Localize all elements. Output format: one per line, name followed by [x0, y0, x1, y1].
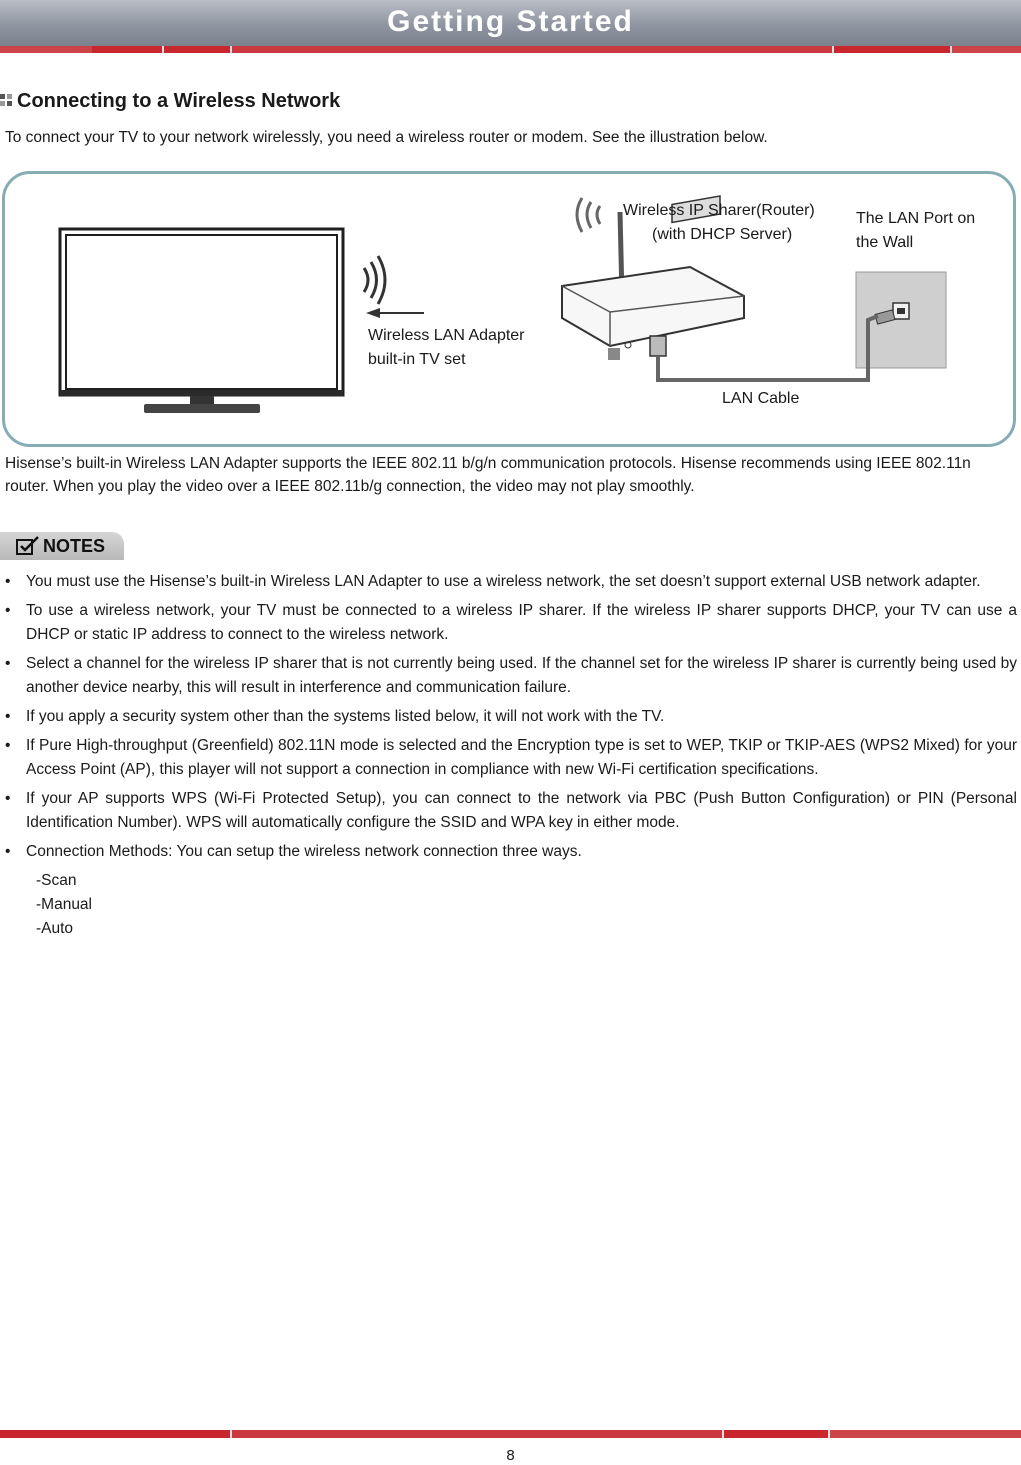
bullet: •: [5, 708, 11, 725]
bullet: •: [5, 790, 11, 807]
adapter-label-line2: built-in TV set: [368, 351, 466, 368]
list-item: [5, 652, 1017, 700]
header-title: Getting Started: [387, 5, 634, 38]
method-manual: -Manual: [36, 896, 92, 913]
list-item: [5, 787, 1017, 835]
router-label-line2: (with DHCP Server): [652, 226, 793, 243]
notes-checkbox-icon: [16, 536, 40, 556]
wall-label-line2: the Wall: [856, 234, 914, 251]
bullet: •: [5, 573, 11, 590]
note-text: If Pure High-throughput (Greenfield) 802.11N mode is selected and the Encryption type is set to WEP, TKIP or TKIP-AES (WPS2 Mixed) for your Access Point (AP), this player will not support a connection in compliance with new Wi-Fi certification specifications.: [26, 737, 1017, 778]
section-title-text: Connecting to a Wireless Network: [17, 90, 341, 112]
list-item: [5, 705, 1017, 729]
notes-list: [5, 570, 1017, 941]
tv-illustration: [60, 229, 343, 413]
footer-band-segment: [724, 1430, 828, 1438]
tv-wifi-waves-icon: [364, 256, 385, 304]
note-text: Select a channel for the wireless IP sharer that is not currently being used. If the channel set for the wireless IP sharer is currently being used by another device nearby, this will result in interference and communication failure.: [26, 655, 1017, 696]
router-wifi-waves-icon: [577, 198, 600, 232]
bullet: •: [5, 602, 11, 619]
note-text: If you apply a security system other than the systems listed below, it will not work with the TV.: [26, 708, 665, 725]
arrow-icon: [366, 308, 424, 318]
footer-band-segment: [830, 1430, 1021, 1438]
wall-label-line1: The LAN Port on: [856, 210, 976, 227]
method-auto: -Auto: [36, 920, 74, 937]
note-text: To use a wireless network, your TV must be connected to a wireless IP sharer. If the wireless IP sharer supports DHCP, your TV can use a DHCP or static IP address to connect to the wireless network.: [26, 602, 1017, 643]
bullet: •: [5, 737, 11, 754]
page-number: 8: [506, 1447, 515, 1464]
list-item: [5, 599, 1017, 647]
notes-label: NOTES: [43, 536, 106, 556]
footer-accent-band: [0, 1430, 1021, 1438]
connection-methods: [5, 869, 1017, 941]
note-text: Connection Methods: You can setup the wireless network connection three ways.: [26, 843, 582, 860]
list-item: [5, 840, 1017, 864]
note-text: If your AP supports WPS (Wi-Fi Protected Setup), you can connect to the network via PBC (Push Button Configuration) or PIN (Personal Identification Number). WPS will automatically configure the SSID and WPA key in either mode.: [26, 790, 1017, 831]
list-item: [5, 570, 1017, 594]
intro-text: To connect your TV to your network wirelessly, you need a wireless router or modem. See the illustration below.: [5, 129, 768, 146]
list-item: [5, 734, 1017, 782]
bullet: •: [5, 655, 11, 672]
bullet: •: [5, 843, 11, 860]
notes-tab: [0, 532, 124, 560]
footer-band-segment: [232, 1430, 722, 1438]
description-paragraph: Hisense’s built-in Wireless LAN Adapter supports the IEEE 802.11 b/g/n communication protocols. Hisense recommends using IEEE 802.11n router. When you play the video over a IEEE 802.11b/g connection, the video may not play smoothly.: [5, 455, 971, 495]
footer-band-segment: [0, 1430, 230, 1438]
note-text: You must use the Hisense’s built-in Wireless LAN Adapter to use a wireless network, the set doesn’t support external USB network adapter.: [26, 573, 981, 590]
lan-cable-label: LAN Cable: [722, 390, 800, 407]
adapter-label-line1: Wireless LAN Adapter: [368, 327, 525, 344]
router-label-line1: Wireless IP Sharer(Router): [623, 202, 815, 219]
method-scan: -Scan: [36, 872, 77, 889]
